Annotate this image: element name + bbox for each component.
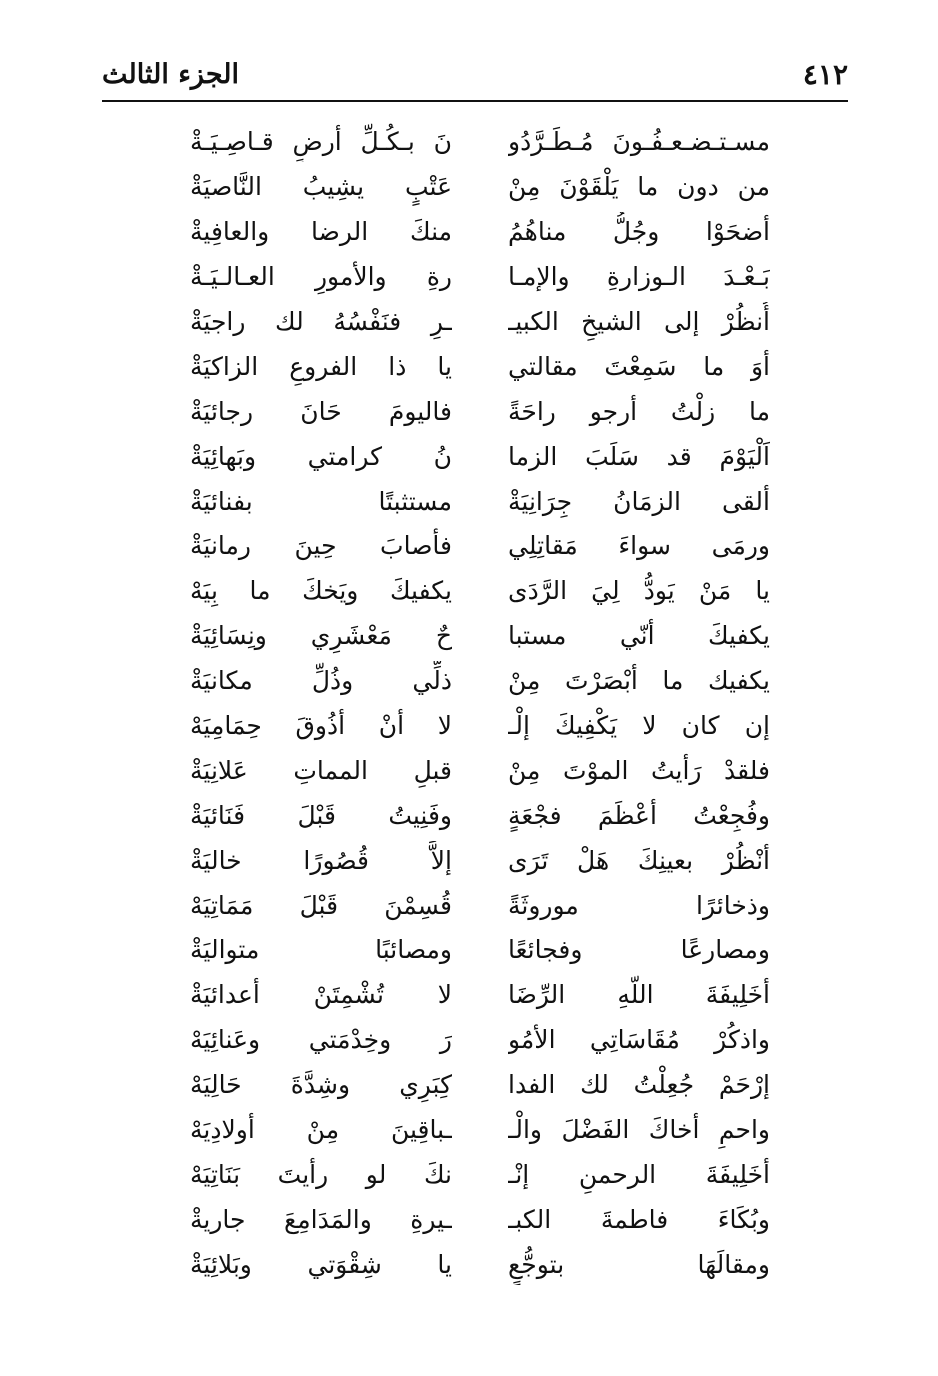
first-hemistich: أضحَوْا وجُلُّ مناهُمُ [508,217,770,247]
second-hemistich: نُ كرامتي وبَهائِيَةْ [190,441,452,471]
second-hemistich: عَتْبٍ يشِيبُ النَّاصيَةْ [190,172,452,202]
first-hemistich: ومصارعًا وفجائعًا [508,935,770,965]
running-head [102,52,848,98]
first-hemistich: إن كان لا يَكْفِيكَ إلْـ [508,711,770,741]
verse-line [190,389,770,434]
second-hemistich: كِبَرِي وشِدَّةَ حَالِيَهْ [190,1070,452,1100]
second-hemistich: ـرِ فنَفْسُهُ لك راجيَةْ [190,307,452,336]
verse-line [190,524,770,569]
verse-line [190,344,770,389]
second-hemistich: رَ وخِدْمَتي وعَنائِيَهْ [190,1025,452,1055]
second-hemistich: وفَنِيتُ قَبْلَ فَنَائيَةْ [190,800,452,830]
second-hemistich: يكفيكَ ويَخكَ ما بِيَهْ [190,576,452,606]
second-hemistich: لا تُشْمِتَنْ أعدائيَةْ [190,980,452,1010]
verse-line [190,1108,770,1153]
first-hemistich: أخَلِيفَةَ اللّهِ الرِّضَا [508,980,770,1010]
verse-line [190,120,770,165]
verse-line [190,1197,770,1242]
verse-line [190,1018,770,1063]
verse-line [190,883,770,928]
second-hemistich: منكَ الرضا والعافِيةْ [190,217,452,247]
second-hemistich: فاليومَ حَانَ رجائيَةْ [190,396,452,426]
verse-line [190,479,770,524]
poem [190,120,770,1287]
second-hemistich: مستثبتًا بفنائيَةْ [190,486,452,516]
verse-line [190,255,770,300]
first-hemistich: ما زلْتُ أرجو راحَةً [508,396,770,426]
first-hemistich: واحمِ أخاكَ الفَضْلَ والْـ [508,1115,770,1145]
verse-line [190,1152,770,1197]
first-hemistich: أنْظُرْ بعينِكَ هَلْ تَرَى [508,845,770,875]
header-rule [102,100,848,102]
second-hemistich: ذلِّي وذُلِّ مكانيَةْ [190,666,452,696]
first-hemistich: يكفيك ما أبْصَرْتَ مِنْ [508,666,770,696]
first-hemistich: وبُكَاءَ فاطمةَ الكبـ [508,1204,770,1234]
first-hemistich: أوَ ما سَمِعْتَ مقالتي [508,351,770,381]
second-hemistich: إلاَّ قُصُورًا خاليَةْ [190,845,452,875]
second-hemistich: نكَ لو رأيتَ بَنَاتِيَهْ [190,1159,452,1189]
second-hemistich: يا شِقْوَتي وبَلائِيَةْ [190,1249,452,1279]
first-hemistich: بَـعْـدَ الـوزارةِ والإمـا [508,262,770,292]
verse-line [190,838,770,883]
section-title: الجزء الثالث [102,59,239,90]
first-hemistich: من دون ما يَلْقَوْنَ مِنْ [508,172,770,202]
second-hemistich: يا ذا الفروعِ الزاكيَةْ [190,351,452,381]
first-hemistich: يكفيكَ أنّي مستبا [508,621,770,651]
second-hemistich: لا أنْ أذُوقَ حِمَامِيَهْ [190,711,452,741]
verse-line [190,659,770,704]
first-hemistich: ألقى الزمَانُ جِرَانِيَةْ [508,486,770,516]
first-hemistich: ومقالَهَا بتوجُّعٍ [508,1249,770,1279]
verse-line [190,1242,770,1287]
second-hemistich: ـيرةِ والمَدَامِعَ جاريةْ [190,1204,452,1234]
verse-line [190,165,770,210]
verse-line [190,748,770,793]
second-hemistich: فأصابَ حِينَ رمانيَةْ [190,531,452,561]
verse-line [190,704,770,749]
first-hemistich: مسـتـضـعـفُـونَ مُـطَـرَّدُو [508,127,770,157]
second-hemistich: حٌ مَعْشَرِي ونِسَائِيَةْ [190,621,452,651]
second-hemistich: قبلِ المماتِ عَلانِيَةْ [190,755,452,785]
first-hemistich: وذخائرًا موروثَةً [508,890,770,920]
first-hemistich: واذكُرْ مُقَاسَاتِي الأمُو [508,1025,770,1055]
verse-line [190,210,770,255]
second-hemistich: ومصائبًا متواليَةْ [190,935,452,965]
first-hemistich: أخَلِيفَةَ الرحمنِ إنْـ [508,1159,770,1189]
verse-line [190,434,770,479]
verse-line [190,300,770,345]
second-hemistich: رةِ والأمورِ العـالـيَـةْ [190,262,452,292]
second-hemistich: ـباقِينَ مِنْ أولادِيَهْ [190,1115,452,1145]
verse-line [190,1063,770,1108]
page-number: ٤١٢ [802,58,848,91]
first-hemistich: ورمَى سواءَ مَقاتِلِي [508,531,770,561]
verse-line [190,793,770,838]
first-hemistich: يا مَنْ يَودُّ لِيَ الرَّدَى [508,576,770,606]
first-hemistich: وفُجِعْتُ أعْظَمَ فجْعَةٍ [508,800,770,830]
verse-line [190,569,770,614]
second-hemistich: نَ بـكُـلِّ أرضٍ قـاصِـيَـةْ [190,127,452,157]
first-hemistich: اَلْيَوْمَ قد سَلَبَ الزما [508,441,770,471]
verse-line [190,973,770,1018]
first-hemistich: أُنظُرْ إلى الشيخِ الكبيـ [508,307,770,336]
verse-line [190,614,770,659]
verse-line [190,928,770,973]
first-hemistich: إرْحَمْ جُعِلْتُ لك الفدا [508,1070,770,1100]
first-hemistich: فلقدْ رَأيتُ الموْتَ مِنْ [508,755,770,785]
second-hemistich: قُسِمْنَ قَبْلَ مَمَاتِيَهْ [190,890,452,920]
